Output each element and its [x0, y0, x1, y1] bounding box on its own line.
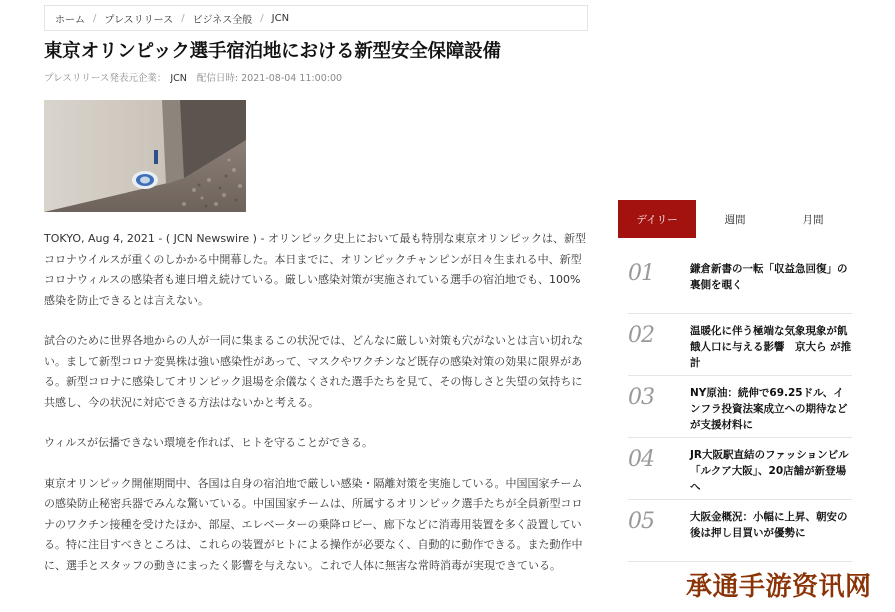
breadcrumb	[44, 5, 588, 31]
rank-number: 05	[628, 509, 654, 534]
tab-daily[interactable]: デイリー	[618, 200, 696, 238]
rank-number: 02	[628, 323, 654, 348]
ranking-item[interactable]	[628, 376, 852, 438]
article-meta	[44, 70, 342, 84]
ranking-item[interactable]	[628, 438, 852, 500]
breadcrumb-business-link[interactable]: ビジネス全般	[192, 14, 253, 26]
tab-monthly[interactable]: 月間	[802, 213, 824, 226]
rank-number: 03	[628, 385, 654, 410]
breadcrumb-home-link[interactable]: ホーム	[55, 14, 85, 26]
publish-date: 配信日時: 2021-08-04 11:00:00	[196, 73, 343, 84]
article-paragraph: 東京オリンピック開催期間中、各国は自身の宿泊地で厳しい感染・隔離対策を実施している。中国国家チームの感染防止秘密兵器でみんな驚いている。中国国家チームは、所属するオリンピック選手たちが全員新型コロナのワクチン接種を受けたほか、部屋、エレベーターの乗降ロビー、廊下などに消毒用装置を多く設置している。特に注目すべきところは、これらの装置がヒトによる操作が必要なく、自動的に動作できる。また動作中に、選手とスタッフの動きにまったく影響を与えない。これで人体に無害な常時消毒が実現できている。	[44, 476, 583, 572]
breadcrumb-press-release-link[interactable]: プレスリリース	[104, 14, 174, 26]
ranking-item[interactable]	[628, 252, 852, 314]
site-watermark: 承通手游资讯网	[686, 572, 872, 602]
ranking-item[interactable]	[628, 314, 852, 376]
article-title: 東京オリンピック選手宿泊地における新型安全保障設備	[44, 41, 501, 62]
article-photo	[44, 100, 246, 212]
article-paragraph: 試合のために世界各地からの人が一同に集まるこの状況では、どんなに厳しい対策も穴がないとは言い切れない。まして新型コロナ変異株は強い感染性があって、マスクやワクチンなど既存の感染対策の効果に限界がある。新型コロナに感染してオリンピック退場を余儀なくされた選手たちを見て、その悔しさと失望の気持ちに共感し、今の状況に対応できる方法はないかと考える。	[44, 334, 583, 409]
rank-number: 01	[628, 261, 654, 286]
ranking-item[interactable]	[628, 500, 852, 562]
rank-title-link[interactable]: NY原油：続伸で69.25ドル、インフラ投資法案成立への期待などが支援材料に	[690, 387, 848, 431]
breadcrumb-separator: /	[260, 12, 264, 24]
article-body	[44, 229, 588, 576]
rank-title-link[interactable]: 温暖化に伴う極端な気象現象が飢餓人口に与える影響 京大ら が推計	[690, 325, 852, 369]
rank-title-link[interactable]: JR大阪駅直結のファッションビル「ルクア大阪」、20店舗が新登場へ	[690, 449, 849, 493]
rank-title-link[interactable]: 鎌倉新書の一転「収益急回復」の裏側を覗く	[690, 263, 848, 291]
breadcrumb-separator: /	[181, 12, 185, 24]
breadcrumb-separator: /	[93, 12, 97, 24]
ranking-list	[628, 252, 852, 562]
rank-number: 04	[628, 447, 654, 472]
company-link[interactable]: JCN	[170, 73, 187, 84]
ranking-tabs	[618, 200, 852, 238]
article-paragraph: TOKYO, Aug 4, 2021 - ( JCN Newswire ) - オリンピック史上において最も特別な東京オリンピックは、新型コロナウイルスが重くのしかかる中開幕した。本日までに、オリンピックチャンピンが日々生まれる中、新型コロナウィルスの感染者も連日増え続けている。厳しい感染対策が実施されている選手の宿泊地でも、100%感染を防止できるとは言えない。	[44, 232, 587, 307]
tab-weekly[interactable]: 週間	[724, 213, 746, 226]
article-paragraph: ウィルスが伝播できない環境を作れば、ヒトを守ることができる。	[44, 436, 374, 449]
breadcrumb-jcn-link[interactable]: JCN	[271, 12, 290, 24]
rank-title-link[interactable]: 大阪金概況：小幅に上昇、朝安の後は押し目買いが優勢に	[690, 511, 848, 539]
company-label: プレスリリース発表元企業：	[44, 73, 167, 84]
